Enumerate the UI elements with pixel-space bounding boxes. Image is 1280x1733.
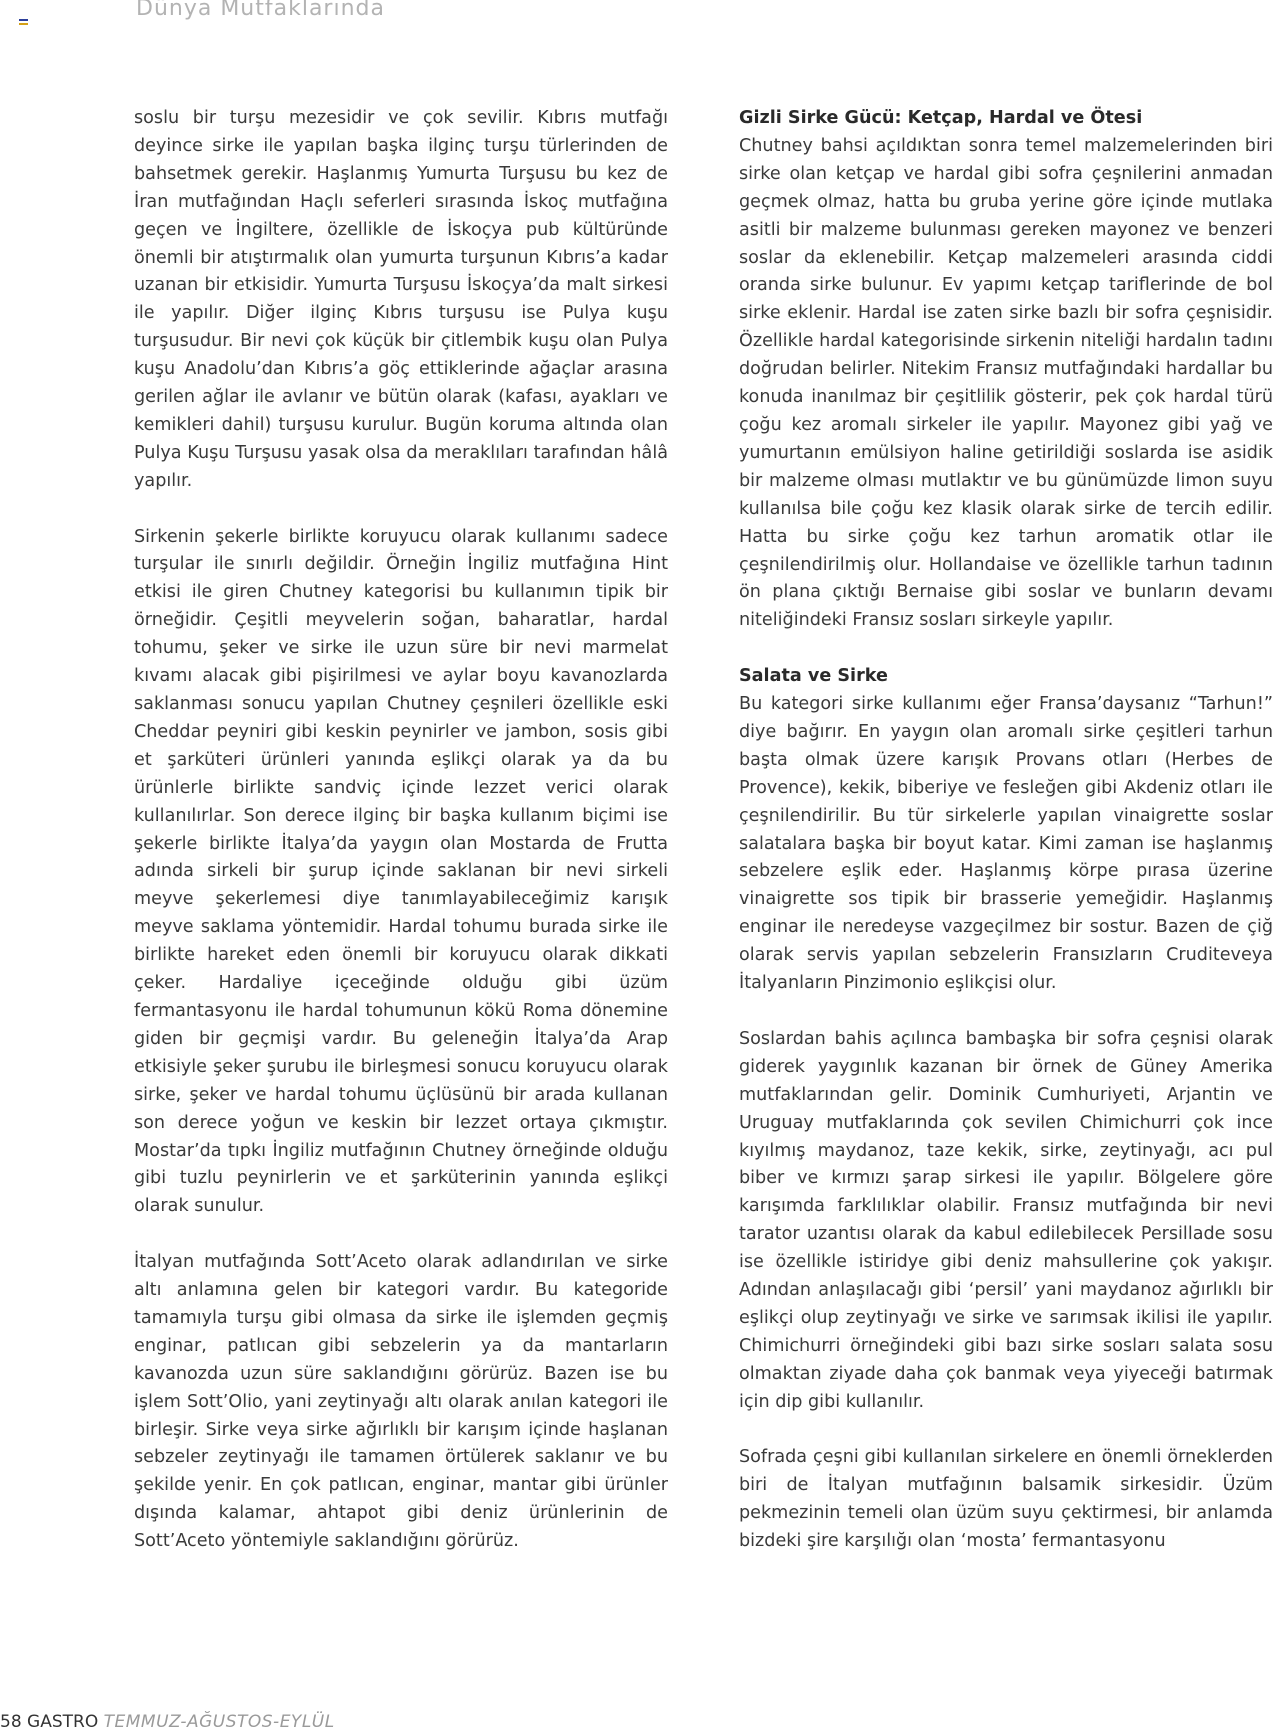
paragraph: Sofrada çeşni gibi kullanılan sirkelere en önemli örneklerden biri de İtalyan mutfağının balsamik sirkesidir. Üzüm pekmezinin temeli olan üzüm suyu çektirmesi, bir anlamda bizdeki şire karşılığı olan ‘mosta’ fermantasyonu xyxy=(739,1447,1273,1552)
section-heading: Gizli Sirke Gücü: Ketçap, Hardal ve Ötesi xyxy=(739,108,1143,128)
paragraph: Chutney bahsi açıldıktan sonra temel malzemelerinden biri sirke olan ketçap ve hardal gibi sofra çeşnilerini anmadan geçmek olmaz, hatta bu gruba yerine göre içinde mutlaka asitli bir malzeme bulunması gereken mayonez ve benzeri soslar da eklenebilir. Ketçap malzemeleri arasında ciddi oranda sirke bulunur. Ev yapımı ketçap tariflerinde de bol sirke eklenir. Hardal ise zaten sirke bazlı bir sofra çeşnisidir. Özellikle hardal kategorisinde sirkenin niteliği hardalın tadını doğrudan belirler. Nitekim Fransız mutfağındaki hardallar bu konuda inanılmaz bir çeşitlilik gösterir, pek çok hardal türü çoğu kez aromalı sirkeler ile yapılır. Mayonez gibi yağ ve yumurtanın emülsiyon haline getirildiği soslarda ise asidik bir malzeme olması mutlaktır ve bu günümüzde limon suyu kullanılsa bile çoğu kez klasik olarak sirke de tercih edilir. Hatta bu sirke çoğu kez tarhun aromatik otlar ile çeşnilendirilmiş olur. Hollandaise ve özellikle tarhun tadının ön plana çıktığı Bernaise gibi soslar ve bunların devamı niteliğindeki Fransız sosları sirkeyle yapılır. xyxy=(739,135,1273,631)
paragraph: soslu bir turşu mezesidir ve çok sevilir. Kıbrıs mutfağı deyince sirke ile yapılan başka ilginç turşu türlerinden de bahsetmek gerekir. Haşlanmış Yumurta Turşusu bu kez de İran mutfağından Haçlı seferleri sırasında İskoç mutfağına geçen ve İngiltere, özellikle de İskoçya pub kültüründe önemli bir atıştırmalık olan yumurta turşunun Kıbrıs’a kadar uzanan bir etkisidir. Yumurta Turşusu İskoçya’da malt sirkesi ile yapılır. Diğer ilginç Kıbrıs turşusu ise Pulya kuşu turşusudur. Bir nevi çok küçük bir çitlembik kuşu olan Pulya kuşu Anadolu’dan Kıbrıs’a göç ettiklerinde ağaçlar arasına gerilen ağlar ile avlanır ve bütün olarak (kafası, ayakları ve kemikleri dahil) turşusu kurulur. Bugün koruma altında olan Pulya Kuşu Turşusu yasak olsa da meraklıları tarafından hâlâ yapılır. xyxy=(134,108,668,491)
issue-label: TEMMUZ-AĞUSTOS-EYLÜL xyxy=(103,1712,335,1732)
right-column xyxy=(739,105,1273,1584)
section-title: Dünya Mutfaklarında xyxy=(136,0,385,21)
header-logo-icon xyxy=(19,19,28,27)
paragraph: Bu kategori sirke kullanımı eğer Fransa’daysanız “Tarhun!” diye bağırır. En yaygın olan aromalı sirke çeşitleri tarhun başta olmak üzere karışık Provans otları (Herbes de Provence), kekik, biberiye ve fesleğen gibi Akdeniz otları ile çeşnilendirilir. Bu tür sirkelerle yapılan vinaigrette soslar salatalara başka bir boyut katar. Kimi zaman ise haşlanmış sebzelere eşlik eder. Haşlanmış körpe pırasa üzerine vinaigrette sos tipik bir brasserie yemeğidir. Haşlanmış enginar ile neredeyse vazgeçilmez bir sostur. Bazen de çiğ olarak servis yapılan sebzelerin Fransızların Cruditeveya İtalyanların Pinzimonio eşlikçisi olur. xyxy=(739,694,1273,994)
paragraph: Sirkenin şekerle birlikte koruyucu olarak kullanımı sadece turşular ile sınırlı değildir. Örneğin İngiliz mutfağına Hint etkisi ile giren Chutney kategorisi bu kullanımın tipik bir örneğidir. Çeşitli meyvelerin soğan, baharatlar, hardal tohumu, şeker ve sirke ile uzun süre bir nevi marmelat kıvamı alacak gibi pişirilmesi ve aylar boyu kavanozlarda saklanması sonucu yapılan Chutney çeşnileri özellikle eski Cheddar peyniri gibi keskin peynirler ve jambon, sosis gibi et şarküteri ürünleri yanında eşlikçi olarak ya da bu ürünlerle birlikte sandviç içinde lezzet verici olarak kullanılırlar. Son derece ilginç bir başka kullanım biçimi ise şekerle birlikte İtalya’da yaygın olan Mostarda de Frutta adında sirkeli bir şurup içinde saklanan bir nevi sirkeli meyve şekerlemesi diye tanımlayabileceğimiz karışık meyve saklama yöntemidir. Hardal tohumu burada sirke ile birlikte hareket eden önemli bir koruyucu olarak dikkati çeker. Hardaliye içeceğinde olduğu gibi üzüm fermantasyonu ile hardal tohumunun kökü Roma dönemine giden bir geçmişi vardır. Bu geleneğin İtalya’da Arap etkisiyle şeker şurubu ile birleşmesi sonucu koruyucu olarak sirke, şeker ve hardal tohumu üçlüsünü bir arada kullanan son derece yoğun ve keskin bir lezzet ortaya çıkmıştır. Mostar’da tıpkı İngiliz mutfağının Chutney örneğinde olduğu gibi tuzlu peynirlerin ve et şarküterinin yanında eşlikçi olarak sunulur. xyxy=(134,526,668,1217)
section-heading: Salata ve Sirke xyxy=(739,666,888,687)
page-number: 58 xyxy=(0,1712,22,1732)
paragraph: Soslardan bahis açılınca bambaşka bir sofra çeşnisi olarak giderek yaygınlık kazanan bir örnek de Güney Amerika mutfaklarından gelir. Dominik Cumhuriyeti, Arjantin ve Uruguay mutfaklarında çok sevilen Chimichurri çok ince kıyılmış maydanoz, taze kekik, sirke, zeytinyağı, acı pul biber ve kırmızı şarap sirkesi ile yapılır. Bölgelere göre karışımda farklılıklar olabilir. Fransız mutfağında bir nevi tarator uzantısı olarak da kabul edilebilecek Persillade sosu ise özellikle istiridye gibi deniz mahsullerine çok yakışır. Adından anlaşılacağı gibi ‘persil’ yani maydanoz ağırlıklı bir eşlikçi olup zeytinyağı ve sirke ve sarımsak ikilisi ile yapılır. Chimichurri örneğindeki gibi bazı sirke sosları salata sosu olmaktan ziyade daha çok banmak veya yiyeceği batırmak için dip gibi kullanılır. xyxy=(739,1028,1273,1412)
left-column xyxy=(134,105,668,1584)
magazine-name: GASTRO xyxy=(27,1712,99,1732)
page-footer xyxy=(0,1712,335,1732)
paragraph: İtalyan mutfağında Sott’Aceto olarak adlandırılan ve sirke altı anlamına gelen bir kategori vardır. Bu kategoride tamamıyla turşu gibi olmasa da sirke ile işlemden geçmiş enginar, patlıcan gibi sebzelerin ya da mantarların kavanozda uzun süre saklandığını görürüz. Bazen ise bu işlem Sott’Olio, yani zeytinyağı altı olarak anılan kategori ile birleşir. Sirke veya sirke ağırlıklı bir karışım içinde haşlanan sebzeler zeytinyağı ile tamamen örtülerek saklanır ve bu şekilde yenir. En çok patlıcan, enginar, mantar gibi ürünler dışında kalamar, ahtapot gibi deniz ürünlerinin de Sott’Aceto yöntemiyle saklandığını görürüz. xyxy=(134,1252,668,1552)
